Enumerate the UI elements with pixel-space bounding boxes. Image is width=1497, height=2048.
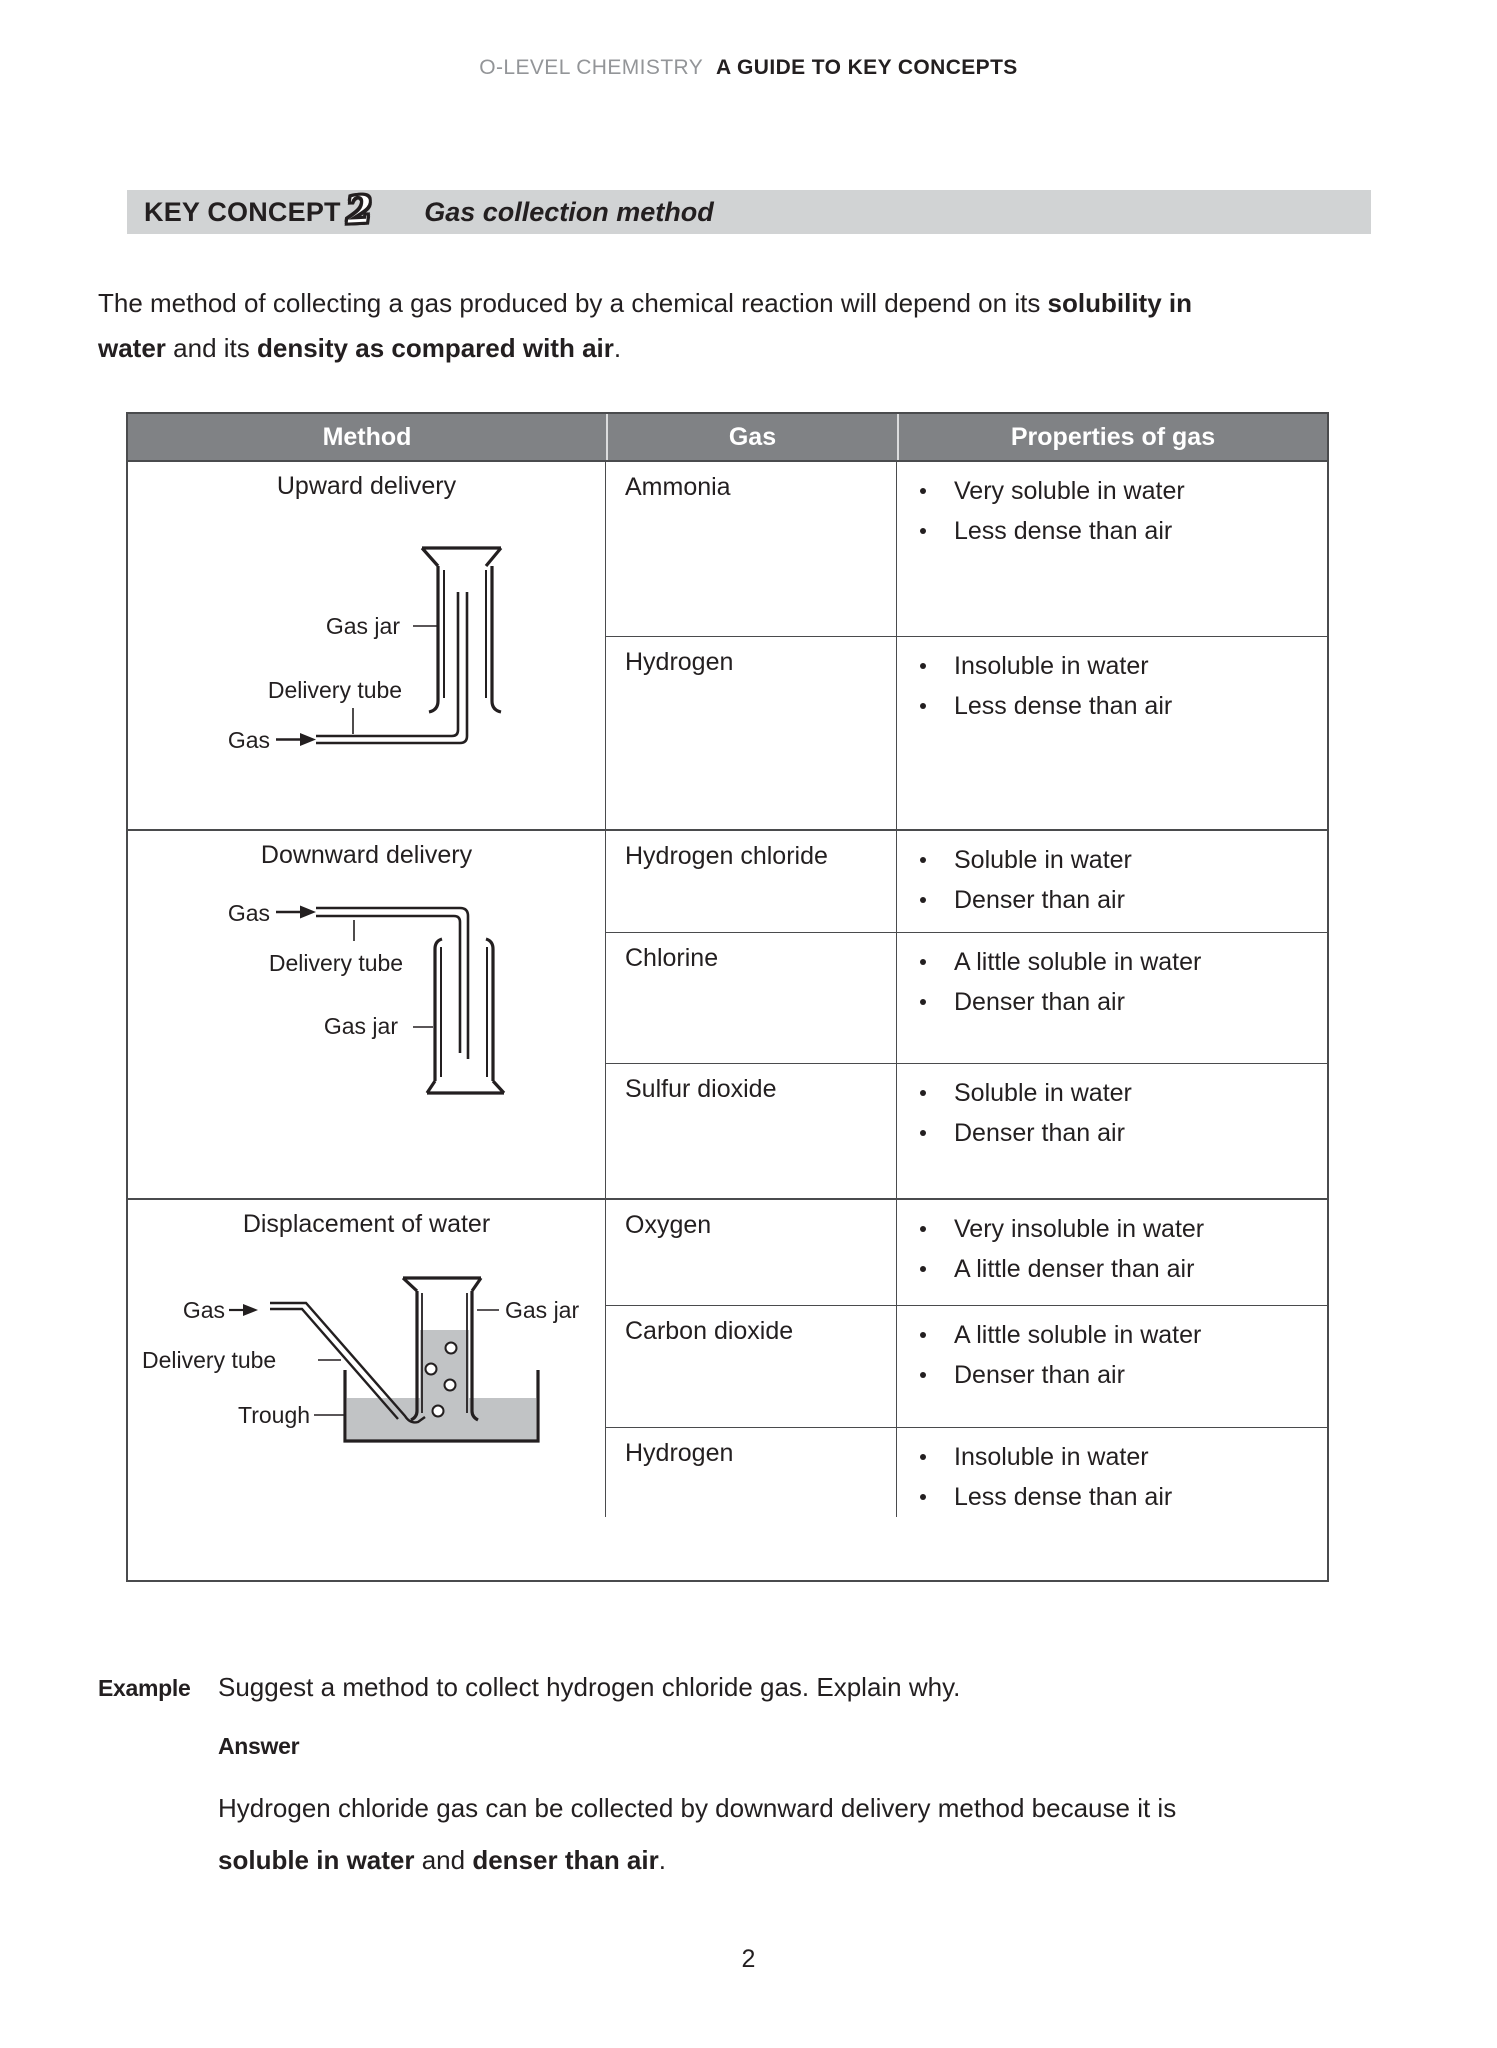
table-row	[606, 462, 1327, 636]
key-concept-label: KEY CONCEPT	[144, 196, 341, 227]
properties-cell	[897, 1428, 1327, 1517]
bullet-icon	[920, 1266, 926, 1272]
header-title-text: A GUIDE TO KEY CONCEPTS	[716, 56, 1018, 79]
bullet-icon	[920, 1226, 926, 1232]
gas-flow-arrowhead-icon	[243, 1304, 258, 1316]
gas-bubble	[433, 1406, 444, 1417]
intro-paragraph	[98, 281, 1398, 371]
answer-label: Answer	[218, 1733, 300, 1759]
bullet-icon	[920, 488, 926, 494]
answer-bold-denser: denser than air	[472, 1845, 659, 1875]
key-concept-title: Gas collection method	[424, 196, 714, 227]
gas-label: Gas	[227, 727, 270, 753]
table-group-upward-delivery	[128, 460, 1327, 829]
gas-collection-table	[126, 412, 1329, 1582]
property-item: A little soluble in water	[897, 942, 1327, 982]
bullet-icon	[920, 1130, 926, 1136]
column-header-gas: Gas	[606, 414, 897, 460]
gas-name: Chlorine	[606, 933, 897, 1063]
property-item: A little soluble in water	[897, 1315, 1327, 1355]
bullet-icon	[920, 1372, 926, 1378]
bullet-icon	[920, 897, 926, 903]
bullet-icon	[920, 959, 926, 965]
example-label: Example	[98, 1675, 191, 1701]
property-item: Denser than air	[897, 1113, 1327, 1153]
method-cell-displacement-of-water	[128, 1200, 606, 1517]
table-row	[606, 1063, 1327, 1198]
property-item: Denser than air	[897, 1355, 1327, 1395]
header-series-text: O-LEVEL CHEMISTRY	[479, 56, 703, 79]
gas-label: Gas	[182, 1297, 225, 1323]
gas-jar-label: Gas jar	[325, 613, 400, 639]
answer-text	[218, 1782, 1398, 1886]
table-group-downward-delivery	[128, 829, 1327, 1198]
gas-jar-label: Gas jar	[505, 1297, 580, 1323]
gas-jar-label: Gas jar	[323, 1013, 398, 1039]
properties-cell	[897, 1200, 1327, 1305]
bullet-icon	[920, 999, 926, 1005]
property-item: Denser than air	[897, 982, 1327, 1022]
gas-jar-inner-wall	[444, 570, 486, 698]
answer-text-mid: and	[414, 1845, 473, 1875]
gas-name: Hydrogen	[606, 637, 897, 829]
gas-name: Hydrogen	[606, 1428, 897, 1517]
delivery-tube-label: Delivery tube	[267, 677, 403, 703]
table-group-displacement-of-water	[128, 1198, 1327, 1517]
column-header-method: Method	[322, 422, 412, 451]
properties-cell	[897, 1306, 1327, 1427]
bullet-icon	[920, 1454, 926, 1460]
method-title: Displacement of water	[242, 1210, 491, 1238]
running-head	[0, 56, 1497, 80]
property-item: Very soluble in water	[897, 471, 1327, 511]
property-item: Insoluble in water	[897, 646, 1327, 686]
table-header-row	[128, 414, 1327, 460]
intro-text-3: .	[613, 333, 622, 363]
gas-name: Oxygen	[606, 1200, 897, 1305]
method-title: Upward delivery	[276, 472, 457, 500]
table-row	[606, 932, 1327, 1063]
gas-rows-downward	[606, 831, 1327, 1198]
method-title: Downward delivery	[260, 841, 473, 869]
property-item: Soluble in water	[897, 840, 1327, 880]
gas-bubble	[426, 1364, 437, 1375]
gas-flow-arrowhead-icon	[300, 733, 316, 746]
intro-text-2: and its	[165, 333, 257, 363]
gas-bubble	[446, 1343, 457, 1354]
table-row	[606, 831, 1327, 932]
table-row	[606, 1427, 1327, 1517]
gas-jar-inner-wall	[441, 947, 487, 1077]
property-item: Less dense than air	[897, 686, 1327, 726]
properties-cell	[897, 637, 1327, 829]
bullet-icon	[920, 663, 926, 669]
gas-name: Carbon dioxide	[606, 1306, 897, 1427]
gas-flow-arrowhead-icon	[300, 906, 316, 919]
upward-delivery-diagram	[130, 540, 608, 830]
bullet-icon	[920, 1332, 926, 1338]
bullet-icon	[920, 1090, 926, 1096]
property-item: Less dense than air	[897, 511, 1327, 551]
property-item: Very insoluble in water	[897, 1209, 1327, 1249]
bullet-icon	[920, 528, 926, 534]
example-question: Suggest a method to collect hydrogen chloride gas. Explain why.	[218, 1672, 961, 1702]
key-concept-banner	[127, 186, 1371, 234]
answer-bold-soluble: soluble in water	[218, 1845, 415, 1875]
intro-bold-water: water	[98, 333, 166, 363]
key-concept-number: 2	[344, 186, 374, 233]
properties-cell	[897, 933, 1327, 1063]
properties-cell	[897, 831, 1327, 932]
property-item: Soluble in water	[897, 1073, 1327, 1113]
method-cell-downward-delivery	[128, 831, 606, 1198]
column-header-properties: Properties of gas	[897, 414, 1327, 460]
property-item: Insoluble in water	[897, 1437, 1327, 1477]
property-item: Less dense than air	[897, 1477, 1327, 1517]
intro-bold-density: density as compared with air	[256, 333, 614, 363]
displacement-of-water-diagram	[128, 1263, 606, 1503]
method-cell-upward-delivery	[128, 462, 606, 829]
property-item: Denser than air	[897, 880, 1327, 920]
intro-bold-solubility: solubility in	[1047, 288, 1192, 318]
gas-jar-shape	[422, 548, 501, 712]
table-row	[606, 636, 1327, 829]
table-row	[606, 1305, 1327, 1427]
intro-text: The method of collecting a gas produced by a chemical reaction will depend on its	[98, 288, 1048, 318]
table-row	[606, 1200, 1327, 1305]
trough-label: Trough	[238, 1402, 311, 1428]
bullet-icon	[920, 857, 926, 863]
page-number: 2	[741, 1945, 756, 1973]
example-block	[98, 1672, 1398, 1886]
delivery-tube-label: Delivery tube	[268, 950, 404, 976]
properties-cell	[897, 1064, 1327, 1198]
delivery-tube-label: Delivery tube	[142, 1347, 277, 1373]
answer-text-line1: Hydrogen chloride gas can be collected by downward delivery method because it is	[218, 1793, 1177, 1823]
gas-name: Ammonia	[606, 462, 897, 636]
gas-label: Gas	[227, 900, 270, 926]
gas-bubble	[445, 1380, 456, 1391]
gas-rows-upward	[606, 462, 1327, 829]
gas-name: Hydrogen chloride	[606, 831, 897, 932]
bullet-icon	[920, 1494, 926, 1500]
downward-delivery-diagram	[130, 881, 608, 1201]
answer-text-end: .	[658, 1845, 666, 1875]
bullet-icon	[920, 703, 926, 709]
property-item: A little denser than air	[897, 1249, 1327, 1289]
gas-rows-displacement	[606, 1200, 1327, 1517]
properties-cell	[897, 462, 1327, 636]
gas-jar-shape	[427, 939, 504, 1093]
gas-name: Sulfur dioxide	[606, 1064, 897, 1198]
